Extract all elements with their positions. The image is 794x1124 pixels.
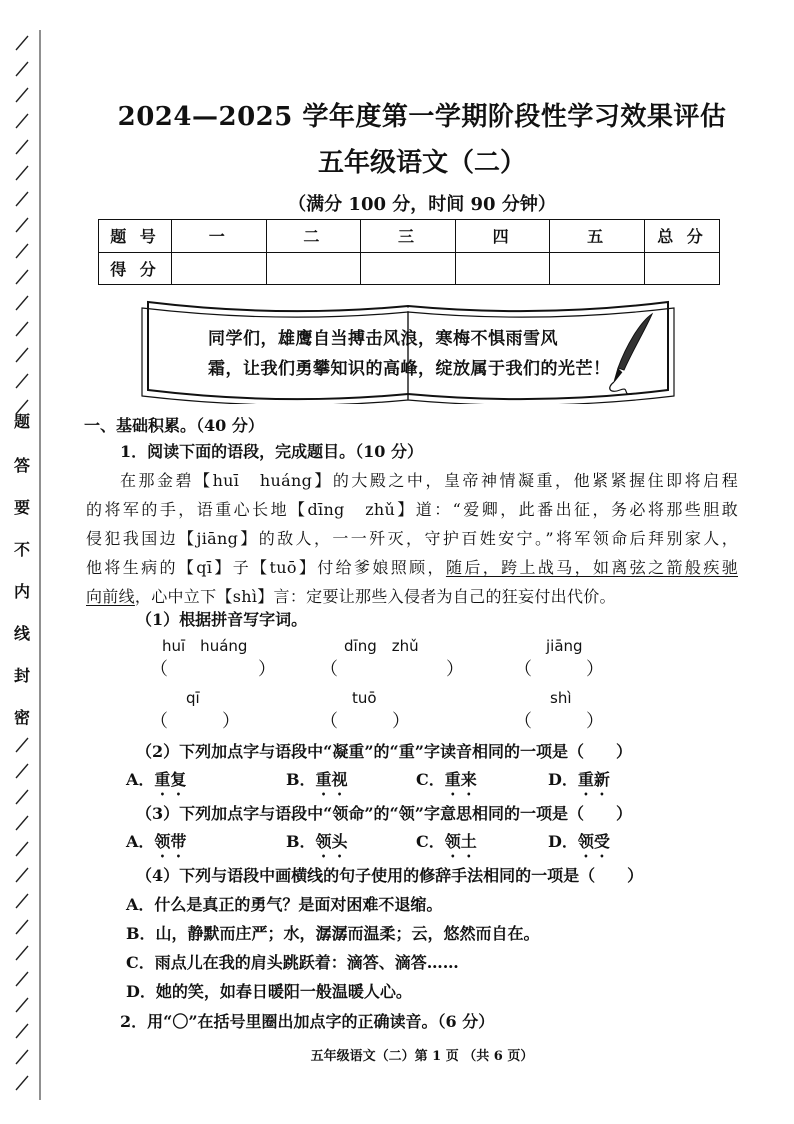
banner-line-1: 同学们，雄鹰自当搏击风浪，寒梅不惧雨雪风 [208, 329, 558, 349]
book-banner-frame [140, 296, 676, 404]
option-row [286, 830, 348, 861]
binding-slash [16, 816, 28, 830]
pinyin-label: shì [550, 689, 572, 707]
score-table-cell: 四 [455, 220, 550, 253]
option-text[interactable]: B．山，静默而庄严；水，潺潺而温柔；云，悠然而自在。 [126, 924, 540, 943]
answer-blank[interactable]: （ ） [320, 711, 410, 732]
option-text[interactable]: 领头 [315, 832, 348, 851]
binding-slash [16, 790, 28, 804]
score-input-cell[interactable] [266, 252, 361, 285]
page-footer: 五年级语文（二）第 1 页 （共 6 页） [310, 1049, 534, 1064]
binding-slash [16, 1050, 28, 1064]
binding-slash [16, 88, 28, 102]
score-input-cell[interactable] [361, 252, 456, 285]
answer-blank[interactable]: （ ） [514, 659, 604, 680]
option-row [548, 768, 610, 799]
passage-line: 在那金碧【huī huáng】的大殿之中，皇帝神情凝重，他紧紧握住即将启程 [120, 471, 738, 490]
binding-slash [16, 920, 28, 934]
binding-slash [16, 36, 28, 50]
score-table [98, 219, 720, 285]
answer-blank[interactable]: （ ） [320, 659, 464, 680]
binding-char: 线 [13, 624, 30, 643]
pinyin-label: jiāng [546, 637, 583, 655]
binding-char: 不 [13, 540, 30, 559]
binding-slash [16, 140, 28, 154]
binding-char: 内 [13, 582, 30, 601]
option-text[interactable]: 重新 [577, 770, 610, 789]
pinyin-label: dīng zhǔ [344, 637, 419, 655]
option-letter: C． [416, 770, 445, 789]
score-table-cell: 三 [361, 220, 456, 253]
binding-slash [16, 218, 28, 232]
option-letter: D． [548, 832, 578, 851]
exam-note: （满分 100 分，时间 90 分钟） [288, 194, 556, 215]
binding-margin [0, 0, 60, 1124]
passage-line [86, 582, 738, 611]
underlined-sentence: 向前线 [86, 587, 135, 606]
page-subtitle: 五年级语文（二） [317, 148, 526, 178]
option-letter: B． [286, 770, 316, 789]
option-text[interactable]: 领土 [444, 832, 477, 851]
binding-slash [16, 894, 28, 908]
binding-slash [16, 166, 28, 180]
option-text[interactable]: 领带 [154, 832, 187, 851]
option-text[interactable]: 领受 [577, 832, 610, 851]
answer-blank[interactable]: （ ） [150, 659, 276, 680]
score-input-cell[interactable] [550, 252, 645, 285]
binding-char: 题 [13, 412, 30, 431]
binding-slash [16, 322, 28, 336]
binding-char: 密 [13, 708, 30, 727]
binding-slash [16, 946, 28, 960]
passage-line: 侵犯我国边【jiāng】的敌人，一一歼灭，守护百姓安宁。”将军领命后拜别家人， [86, 529, 738, 548]
subquestion-title: （4）下列与语段中画横线的句子使用的修辞手法相同的一项是（ ） [136, 866, 644, 885]
option-text[interactable]: A．什么是真正的勇气？是面对困难不退缩。 [126, 895, 443, 914]
binding-slash [16, 296, 28, 310]
passage-line: 的将军的手，语重心长地【dīng zhǔ】道：“爱卿，此番出征，务必将那些胆敢 [86, 500, 738, 519]
binding-slash [16, 1024, 28, 1038]
score-table-cell: 总 分 [645, 220, 720, 253]
answer-blank[interactable]: （ ） [150, 711, 240, 732]
binding-slash [16, 842, 28, 856]
binding-slash [16, 972, 28, 986]
score-input-cell[interactable] [645, 252, 720, 285]
binding-char: 要 [13, 498, 30, 517]
page-title: 2024—2025 学年度第一学期阶段性学习效果评估 [117, 102, 727, 132]
binding-slash [16, 1076, 28, 1090]
option-text[interactable]: 重来 [444, 770, 477, 789]
binding-slash [16, 114, 28, 128]
option-row [416, 768, 477, 799]
passage-text: ，心中立下【shì】言：定要让那些入侵者为自己的狂妄付出代价。 [134, 587, 616, 606]
option-row [548, 830, 610, 861]
option-letter: B． [286, 832, 316, 851]
pinyin-label: qī [186, 689, 200, 707]
option-text[interactable]: 重视 [315, 770, 348, 789]
subquestion-title: （2）下列加点字与语段中“凝重”的“重”字读音相同的一项是（ ） [136, 742, 632, 761]
question-title: 2．用“〇”在括号里圈出加点字的正确读音。（6 分） [120, 1012, 495, 1031]
section-heading: 一、基础积累。（40 分） [84, 416, 264, 435]
subquestion-title: （1）根据拼音写字词。 [136, 610, 308, 629]
option-row [416, 830, 477, 861]
binding-slashes [0, 0, 50, 1124]
binding-char: 答 [13, 456, 30, 475]
score-table-cell: 得 分 [99, 252, 172, 285]
binding-slash [16, 738, 28, 752]
binding-slash [16, 998, 28, 1012]
binding-slash [16, 348, 28, 362]
binding-slash [16, 764, 28, 778]
option-letter: D． [548, 770, 578, 789]
score-table-cell: 二 [266, 220, 361, 253]
option-letter: A． [126, 770, 155, 789]
option-row [286, 768, 348, 799]
option-text[interactable]: 重复 [154, 770, 187, 789]
score-table-cell: 一 [172, 220, 267, 253]
passage-text: 他将生病的【qī】子【tuō】付给爹娘照顾， [86, 558, 446, 577]
score-table-cell: 题 号 [99, 220, 172, 253]
binding-char: 封 [13, 666, 30, 685]
option-letter: A． [126, 832, 155, 851]
option-row [126, 768, 186, 799]
score-input-cell[interactable] [172, 252, 267, 285]
score-table-header-row [99, 220, 720, 253]
question-title: 1．阅读下面的语段，完成题目。（10 分） [120, 442, 423, 461]
binding-slash [16, 270, 28, 284]
binding-slash [16, 192, 28, 206]
binding-slash [16, 374, 28, 388]
subquestion-title: （3）下列加点字与语段中“领命”的“领”字意思相同的一项是（ ） [136, 804, 632, 823]
score-table-cell: 五 [550, 220, 645, 253]
binding-slash [16, 868, 28, 882]
binding-slash [16, 244, 28, 258]
underlined-sentence: 随后，跨上战马，如离弦之箭般疾驰 [445, 558, 738, 577]
motivation-banner [140, 296, 676, 404]
banner-line-2: 霜，让我们勇攀知识的高峰，绽放属于我们的光芒！ [208, 359, 611, 379]
option-row [126, 830, 186, 861]
option-letter: C． [416, 832, 445, 851]
score-input-cell[interactable] [455, 252, 550, 285]
option-text[interactable]: D．她的笑，如春日暖阳一般温暖人心。 [126, 982, 412, 1001]
option-text[interactable]: C．雨点儿在我的肩头跳跃着：滴答、滴答…… [126, 953, 459, 972]
passage-line [86, 553, 738, 582]
answer-blank[interactable]: （ ） [514, 711, 604, 732]
binding-slash [16, 62, 28, 76]
score-table-score-row [99, 252, 720, 285]
pinyin-label: tuō [352, 689, 377, 707]
pinyin-label: huī huáng [162, 637, 248, 655]
